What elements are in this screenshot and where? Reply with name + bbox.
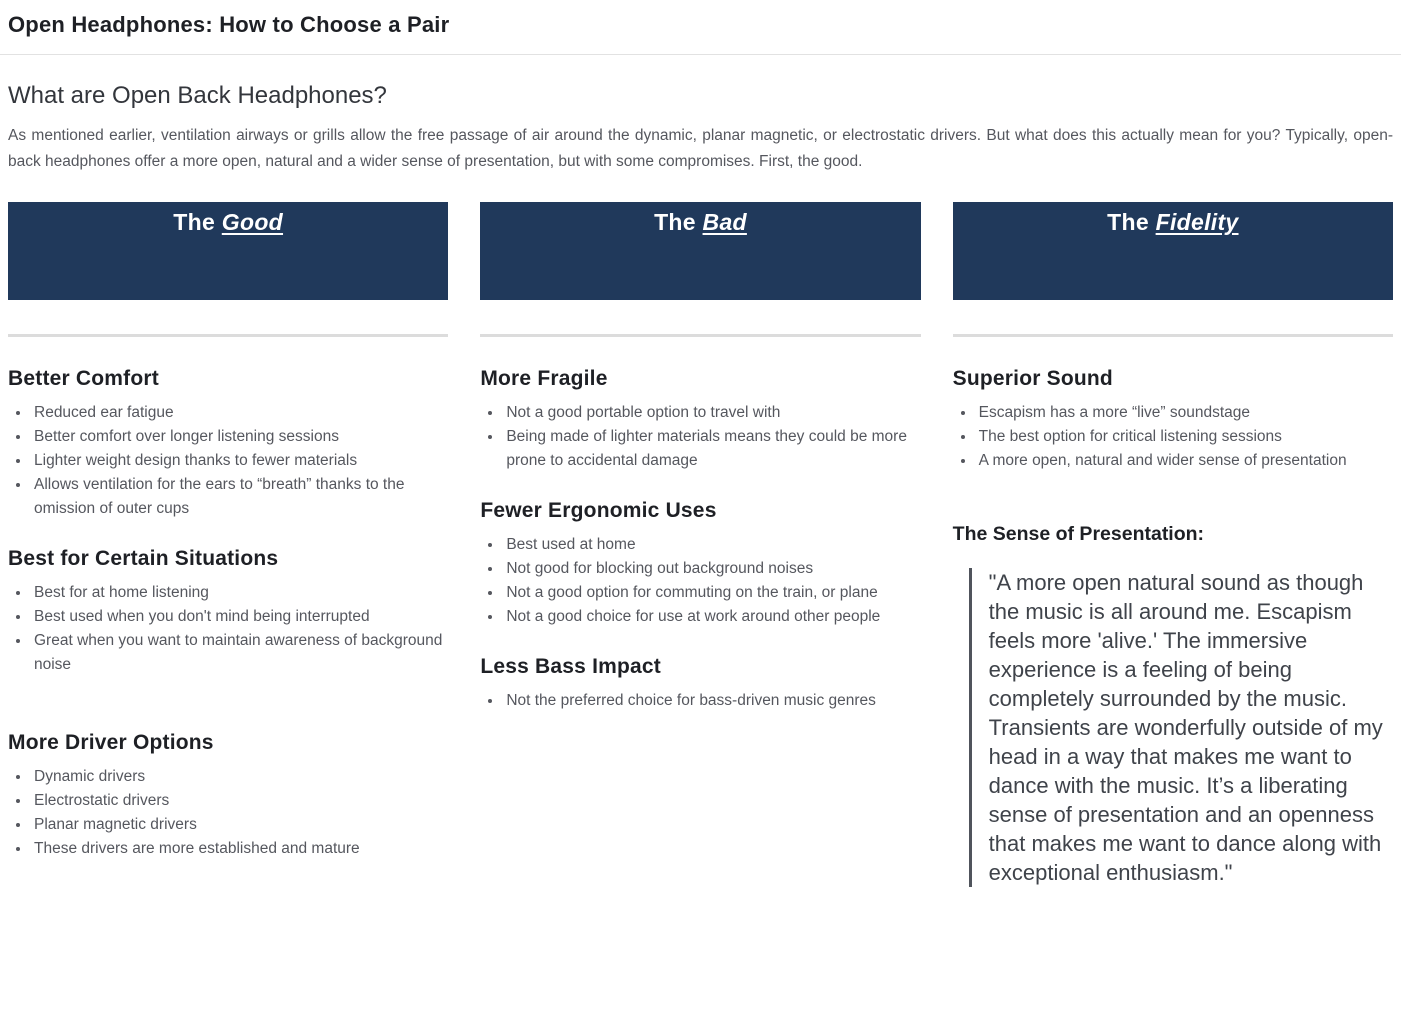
bullet-list (8, 401, 448, 521)
bullet-item: • Electrostatic drivers (31, 789, 448, 813)
section-heading: Better Comfort (8, 367, 159, 390)
banner-word: Fidelity (1155, 209, 1239, 235)
bullet-item: • Not the preferred choice for bass-driven music genres (503, 689, 920, 713)
presentation-quote: "A more open natural sound as though the music is all around me. Escapism feels more 'alive.' The immersive experience is a feeling of being completely surrounded by the music. Transients are wonderfully outside of my head in a way that makes me want to dance with the music. It’s a liberating sense of presentation and an openness that makes me want to dance along with exceptional enthusiasm." (969, 568, 1393, 887)
bullet-item: • Best used when you don't mind being interrupted (31, 605, 448, 629)
bullet-list (480, 401, 920, 473)
bullet-item: • Reduced ear fatigue (31, 401, 448, 425)
section (8, 547, 448, 677)
banner-word: Good (221, 209, 284, 235)
bullet-list (8, 581, 448, 677)
bullet-item: • Not a good portable option to travel with (503, 401, 920, 425)
section-heading: More Fragile (480, 367, 608, 390)
title-divider (0, 54, 1401, 55)
section (8, 367, 448, 521)
section (953, 367, 1393, 473)
column-banner-bad (480, 202, 920, 300)
comparison-columns (8, 202, 1393, 905)
bullet-item: • A more open, natural and wider sense of presentation (976, 449, 1393, 473)
bullet-item: • Planar magnetic drivers (31, 813, 448, 837)
banner-prefix: The (654, 209, 703, 235)
bullet-item: • Allows ventilation for the ears to “breath” thanks to the omission of outer cups (31, 473, 448, 521)
bullet-item: • Escapism has a more “live” soundstage (976, 401, 1393, 425)
section-heading: Best for Certain Situations (8, 547, 279, 570)
bullet-list (953, 401, 1393, 473)
bullet-item: • Being made of lighter materials means they could be more prone to accidental damage (503, 425, 920, 473)
bullet-item: • These drivers are more established and mature (31, 837, 448, 861)
column-good (8, 202, 448, 905)
section-heading: More Driver Options (8, 731, 214, 754)
section-heading: Fewer Ergonomic Uses (480, 499, 717, 522)
column-bad (480, 202, 920, 905)
banner-prefix: The (173, 209, 222, 235)
bullet-item: • Not a good option for commuting on the train, or plane (503, 581, 920, 605)
page-title: Open Headphones: How to Choose a Pair (8, 12, 450, 37)
section (480, 655, 920, 713)
banner-word: Bad (702, 209, 747, 235)
column-fidelity (953, 202, 1393, 905)
section (8, 731, 448, 861)
bullet-item: • Best for at home listening (31, 581, 448, 605)
banner-prefix: The (1107, 209, 1156, 235)
section-heading: Superior Sound (952, 367, 1113, 390)
bullet-item: • Dynamic drivers (31, 765, 448, 789)
bullet-list (480, 533, 920, 629)
bullet-item: • Best used at home (503, 533, 920, 557)
bullet-list (8, 765, 448, 861)
bullet-item: • Not good for blocking out background noises (503, 557, 920, 581)
column-divider (8, 334, 448, 337)
column-banner-good (8, 202, 448, 300)
column-divider (953, 334, 1393, 337)
bullet-item: • Lighter weight design thanks to fewer materials (31, 449, 448, 473)
bullet-item: • Better comfort over longer listening sessions (31, 425, 448, 449)
intro-paragraph: As mentioned earlier, ventilation airways or grills allow the free passage of air around the dynamic, planar magnetic, or electrostatic drivers. But what does this actually mean for you? Typically, open-back headphones offer a more open, natural and a wider sense of presentation, but with some compromises. First, the good. (8, 127, 1393, 170)
bullet-list (480, 689, 920, 713)
section (480, 499, 920, 629)
intro-heading: What are Open Back Headphones? (8, 82, 387, 109)
bullet-item: • The best option for critical listening sessions (976, 425, 1393, 449)
column-banner-fidelity (953, 202, 1393, 300)
bullet-item: • Great when you want to maintain awareness of background noise (31, 629, 448, 677)
section (480, 367, 920, 473)
quote-heading: The Sense of Presentation: (952, 523, 1205, 545)
bullet-item: • Not a good choice for use at work around other people (503, 605, 920, 629)
section-heading: Less Bass Impact (480, 655, 661, 678)
column-divider (480, 334, 920, 337)
